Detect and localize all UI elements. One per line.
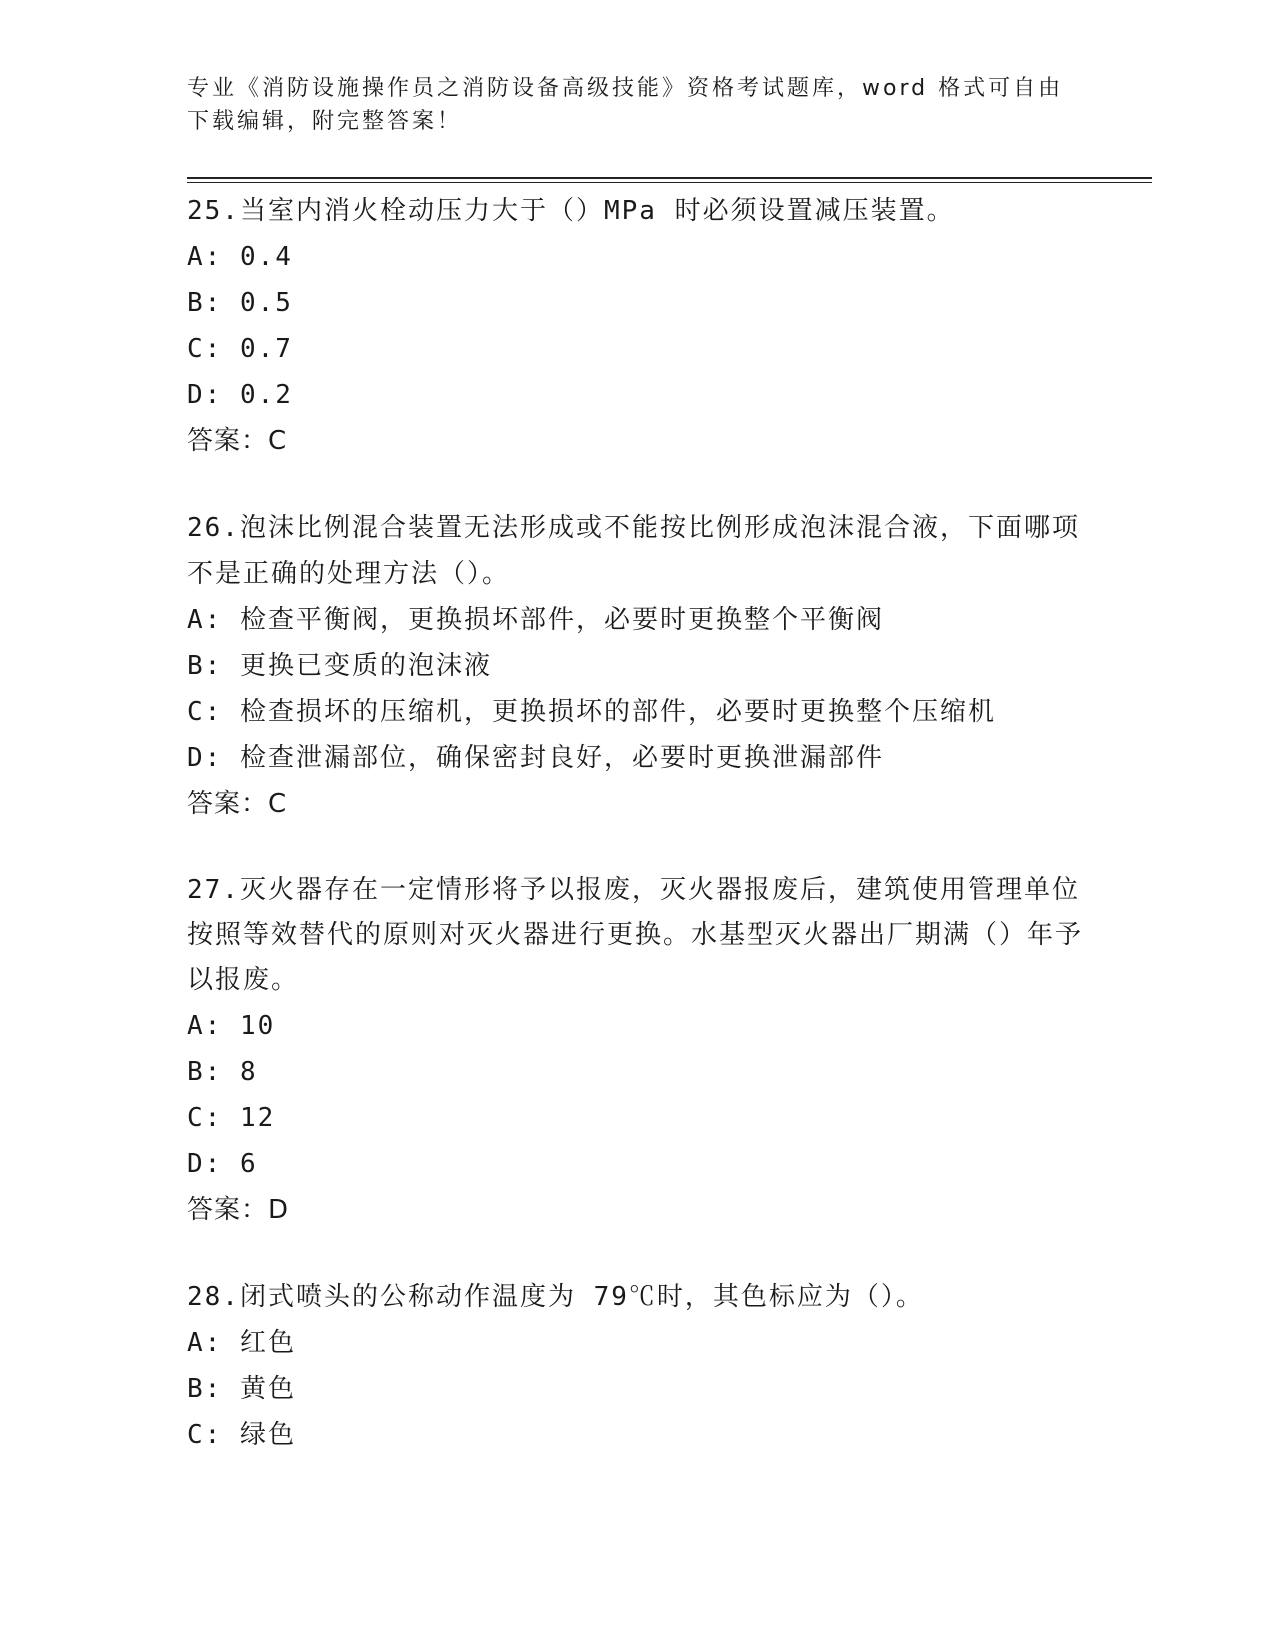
option-b: B: 更换已变质的泡沫液	[187, 651, 492, 681]
option-b: B: 黄色	[187, 1374, 296, 1404]
option-c: C: 绿色	[187, 1420, 296, 1450]
option-c: C: 12	[187, 1103, 276, 1133]
option-d: D: 6	[187, 1149, 258, 1179]
option-a: A: 红色	[187, 1328, 296, 1358]
question-text: 27.灭火器存在一定情形将予以报废，灭火器报废后，建筑使用管理单位按照等效替代的原则对灭火器进行更换。水基型灭火器出厂期满（）年予以报废。	[187, 875, 1084, 995]
answer-label: 答案：D	[187, 1195, 290, 1225]
option-c: C: 0.7	[187, 334, 293, 364]
option-d: D: 检查泄漏部位，确保密封良好，必要时更换泄漏部件	[187, 743, 884, 773]
question-text: 28.闭式喷头的公称动作温度为 79℃时，其色标应为（）。	[187, 1282, 924, 1312]
question-text: 25.当室内消火栓动压力大于（）MPa 时必须设置减压装置。	[187, 196, 955, 226]
option-c: C: 检查损坏的压缩机，更换损坏的部件，必要时更换整个压缩机	[187, 697, 996, 727]
question-27	[187, 868, 1087, 1233]
question-28	[187, 1274, 1087, 1458]
header-divider	[187, 177, 1152, 179]
question-26	[187, 505, 1087, 827]
answer-label: 答案：C	[187, 789, 288, 819]
option-b: B: 8	[187, 1057, 258, 1087]
option-a: A: 0.4	[187, 242, 293, 272]
option-a: A: 检查平衡阀，更换损坏部件，必要时更换整个平衡阀	[187, 605, 884, 635]
question-list	[187, 188, 1087, 1499]
option-d: D: 0.2	[187, 380, 293, 410]
header-divider-thin	[187, 182, 1152, 183]
question-25	[187, 188, 1087, 464]
option-b: B: 0.5	[187, 288, 293, 318]
option-a: A: 10	[187, 1011, 276, 1041]
document-intro: 专业《消防设施操作员之消防设备高级技能》资格考试题库，word 格式可自由下载编辑，附完整答案！	[187, 76, 1064, 134]
question-text: 26.泡沫比例混合装置无法形成或不能按比例形成泡沫混合液，下面哪项不是正确的处理方法（）。	[187, 513, 1080, 589]
answer-label: 答案：C	[187, 426, 288, 456]
